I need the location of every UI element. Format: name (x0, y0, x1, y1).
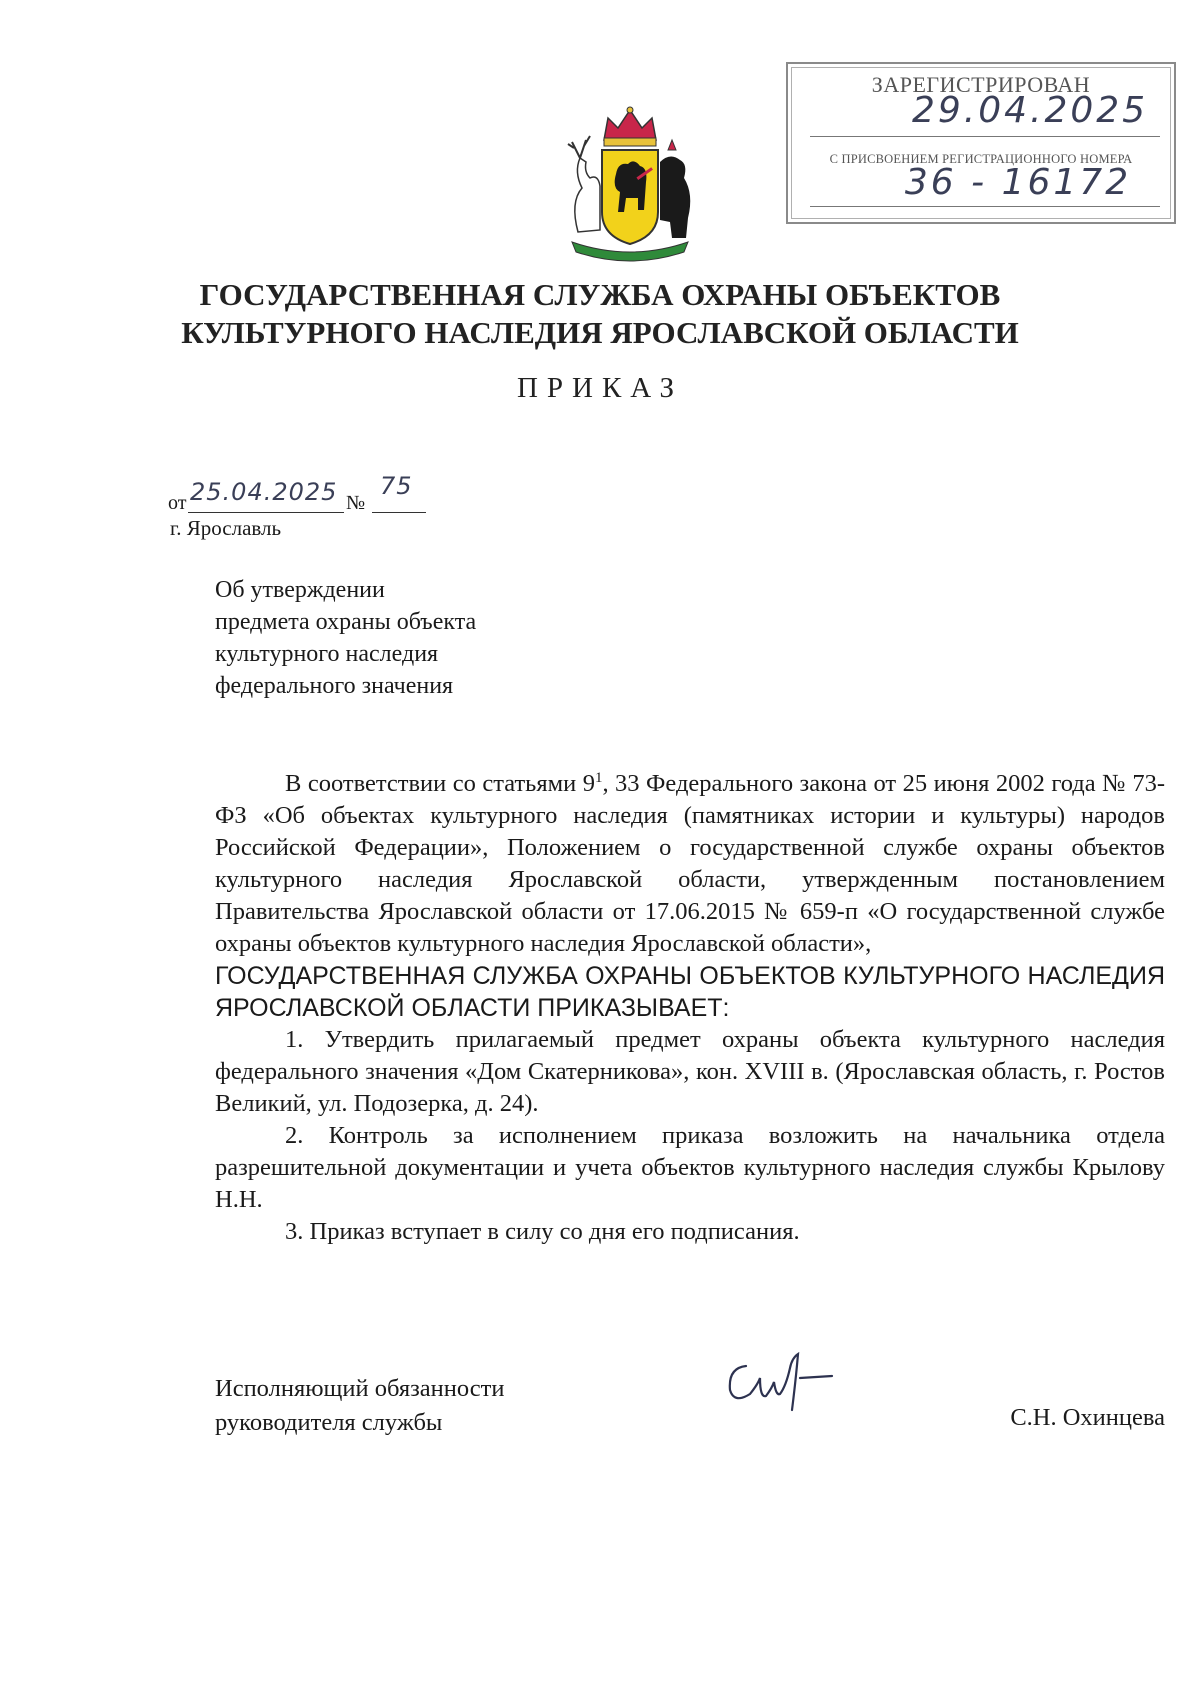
handwritten-signature (720, 1338, 860, 1418)
signee-name: С.Н. Охинцева (1010, 1404, 1165, 1431)
stamp-title: ЗАРЕГИСТРИРОВАН (871, 72, 1091, 97)
subject-line: федерального значения (215, 673, 454, 699)
number-prefix: № (346, 492, 366, 514)
agency-name-line2: КУЛЬТУРНОГО НАСЛЕДИЯ ЯРОСЛАВСКОЙ ОБЛАСТИ (181, 315, 1019, 350)
preamble-text-a: В соответствии со статьями 9 (285, 770, 595, 798)
agency-name (0, 276, 1200, 352)
document-type: ПРИКАЗ (516, 372, 684, 404)
signer-position-line1: Исполняющий обязанности (215, 1375, 505, 1402)
order-item-2: 2. Контроль за исполнением приказа возложить на начальника отдела разрешительной документации и учета объектов культурного наследия службы Крылову Н.Н. (215, 1122, 1165, 1214)
stamp-divider (810, 206, 1160, 207)
preamble (215, 762, 1165, 960)
order-number: 75 (380, 472, 413, 500)
number-underline (372, 512, 426, 513)
subject-line: предмета охраны объекта (215, 609, 477, 635)
order-subject (215, 574, 476, 702)
subject-line: Об утверждении (215, 577, 385, 603)
city: г. Ярославль (170, 516, 282, 540)
agency-name-line1: ГОСУДАРСТВЕННАЯ СЛУЖБА ОХРАНЫ ОБЪЕКТОВ (199, 277, 1001, 312)
date-prefix: от (168, 492, 187, 514)
preamble-text-b: , 33 Федерального закона от 25 июня 2002 года № 73-ФЗ «Об объектах культурного наследия (памятниках истории и культуры) народов Российской Федерации», Положением о государственной службе охраны объектов культурного наследия Ярославской области, утвержденным постановлением Правительства Ярославской области от 17.06.2015 № 659-п «О государственной службе охраны объектов культурного наследия Ярославской области», (215, 770, 1165, 958)
order-date: 25.04.2025 (190, 478, 338, 506)
signer-position-line2: руководителя службы (215, 1409, 443, 1436)
signer-position (215, 1372, 504, 1440)
order-item-1: 1. Утвердить прилагаемый предмет охраны объекта культурного наследия федерального значения «Дом Скатерникова», кон. XVIII в. (Ярославская область, г. Ростов Великий, ул. Подозерка, д. 24). (215, 1026, 1165, 1118)
stamp-divider (810, 136, 1160, 137)
subject-line: культурного наследия (215, 641, 439, 667)
order-item-3: 3. Приказ вступает в силу со дня его подписания. (285, 1218, 800, 1246)
directive: ГОСУДАРСТВЕННАЯ СЛУЖБА ОХРАНЫ ОБЪЕКТОВ КУЛЬТУРНОГО НАСЛЕДИЯ ЯРОСЛАВСКОЙ ОБЛАСТИ ПРИКАЗЫВАЕТ: (215, 962, 1165, 1023)
registration-stamp (786, 62, 1176, 224)
yaroslavl-coat-of-arms-icon (560, 102, 700, 262)
order-body (215, 762, 1165, 1248)
stamp-registration-number: 36 - 16172 (904, 162, 1132, 203)
stamp-date: 29.04.2025 (911, 90, 1149, 131)
stamp-subtitle: С ПРИСВОЕНИЕМ РЕГИСТРАЦИОННОГО НОМЕРА (829, 152, 1133, 166)
date-underline (188, 512, 344, 513)
article-superscript: 1 (594, 770, 603, 786)
order-date-number (168, 472, 448, 514)
